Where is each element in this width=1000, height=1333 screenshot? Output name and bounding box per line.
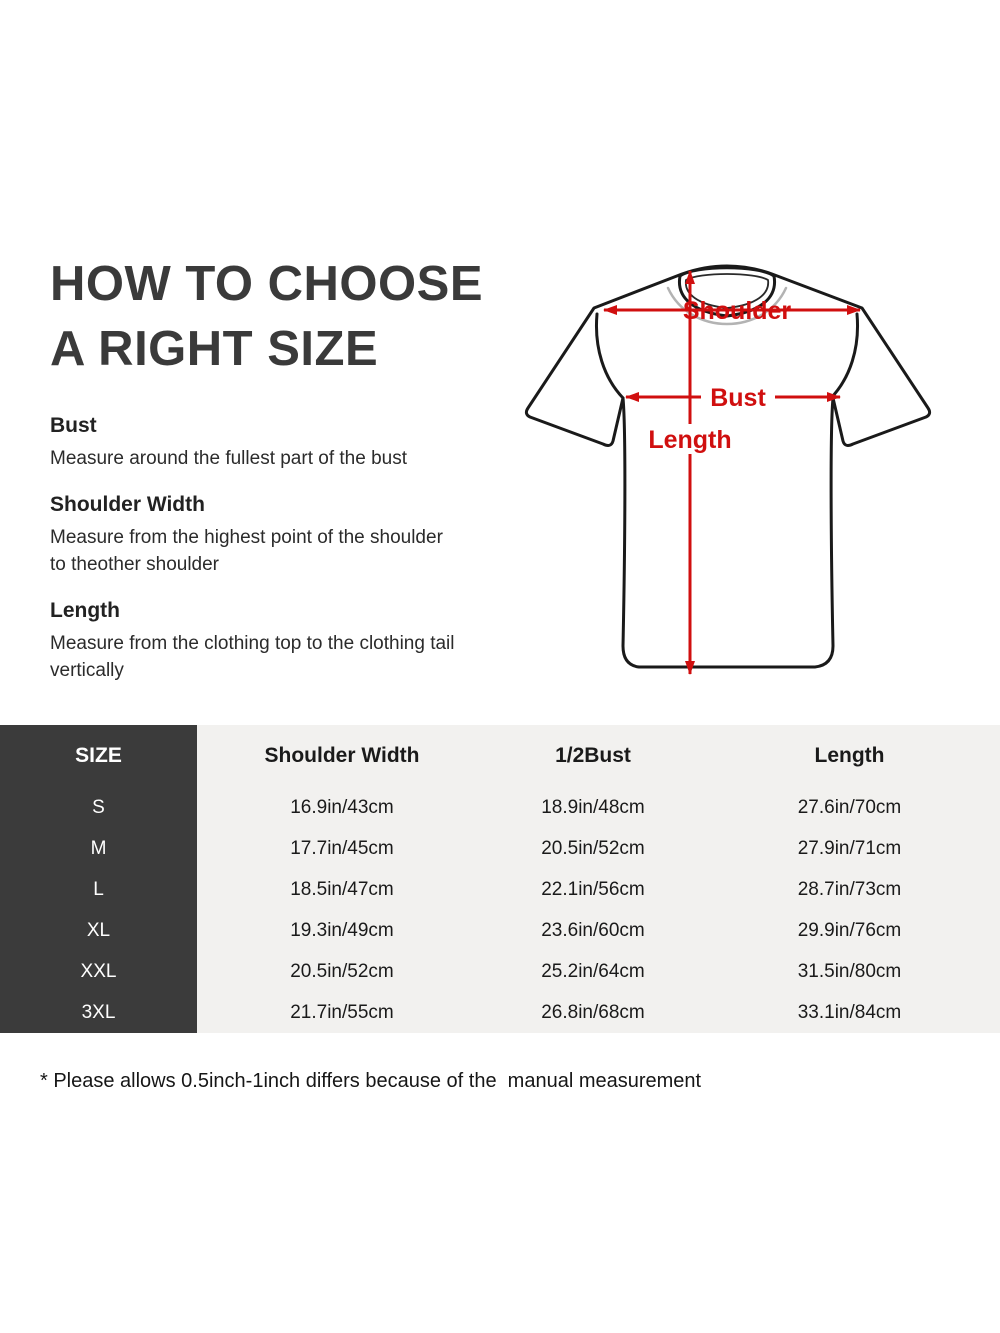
column-header-halfbust: 1/2Bust	[555, 744, 631, 767]
page-title	[50, 252, 483, 382]
tshirt-outline	[526, 266, 929, 667]
measurement-guide	[50, 414, 458, 705]
bust-value: 22.1in/56cm	[541, 878, 645, 900]
size-table-header-row	[0, 725, 1000, 787]
column-header-shoulder: Shoulder Width	[264, 744, 420, 767]
guide-section-bust	[50, 414, 458, 472]
length-value: 28.7in/73cm	[797, 878, 902, 900]
shoulder-value: 21.7in/55cm	[290, 1001, 394, 1023]
length-value: 27.9in/71cm	[797, 837, 902, 859]
shoulder-value: 16.9in/43cm	[290, 796, 394, 818]
length-value: 31.5in/80cm	[797, 960, 902, 982]
column-header-length: Length	[814, 744, 885, 767]
guide-text: Measure around the fullest part of the bust	[50, 448, 407, 469]
tshirt-diagram-svg	[490, 250, 950, 690]
length-value: 33.1in/84cm	[797, 1001, 902, 1023]
bust-value: 20.5in/52cm	[541, 837, 645, 859]
table-row-3xl	[0, 992, 1000, 1033]
size-label: 3XL	[0, 992, 197, 1033]
page-title-line1: HOW TO CHOOSE	[50, 257, 484, 311]
size-table	[0, 725, 1000, 1033]
guide-text: Measure from the clothing top to the clothing tail vertically	[50, 633, 455, 681]
table-row-xxl	[0, 951, 1000, 992]
size-label: XL	[0, 910, 197, 951]
guide-section-shoulder-width	[50, 493, 458, 578]
guide-heading: Bust	[50, 414, 97, 437]
table-row-l	[0, 869, 1000, 910]
measurement-disclaimer: * Please allows 0.5inch-1inch differs because of the manual measurement	[40, 1070, 702, 1092]
size-label: XXL	[0, 951, 197, 992]
guide-section-length	[50, 599, 458, 684]
column-header-size: SIZE	[0, 725, 197, 787]
length-arrow-label: Length	[648, 426, 732, 454]
bust-value: 23.6in/60cm	[541, 919, 645, 941]
length-value: 27.6in/70cm	[797, 796, 902, 818]
page-title-line2: A RIGHT SIZE	[50, 322, 379, 376]
tshirt-measurement-diagram	[490, 250, 950, 690]
bust-value: 18.9in/48cm	[541, 796, 645, 818]
size-label: M	[0, 828, 197, 869]
table-row-m	[0, 828, 1000, 869]
shoulder-value: 20.5in/52cm	[290, 960, 394, 982]
length-value: 29.9in/76cm	[797, 919, 902, 941]
size-table-body	[0, 787, 1000, 1033]
table-row-xl	[0, 910, 1000, 951]
bust-value: 25.2in/64cm	[541, 960, 645, 982]
guide-heading: Shoulder Width	[50, 493, 205, 516]
shoulder-value: 18.5in/47cm	[290, 878, 394, 900]
shoulder-value: 19.3in/49cm	[290, 919, 394, 941]
shoulder-arrow-label: Shoulder	[682, 297, 792, 325]
bust-value: 26.8in/68cm	[541, 1001, 645, 1023]
table-row-s	[0, 787, 1000, 828]
size-label: L	[0, 869, 197, 910]
guide-text: Measure from the highest point of the shoulder to theother shoulder	[50, 527, 443, 575]
bust-arrow-label: Bust	[710, 384, 766, 412]
shoulder-value: 17.7in/45cm	[290, 837, 394, 859]
size-label: S	[0, 787, 197, 828]
guide-heading: Length	[50, 599, 120, 622]
